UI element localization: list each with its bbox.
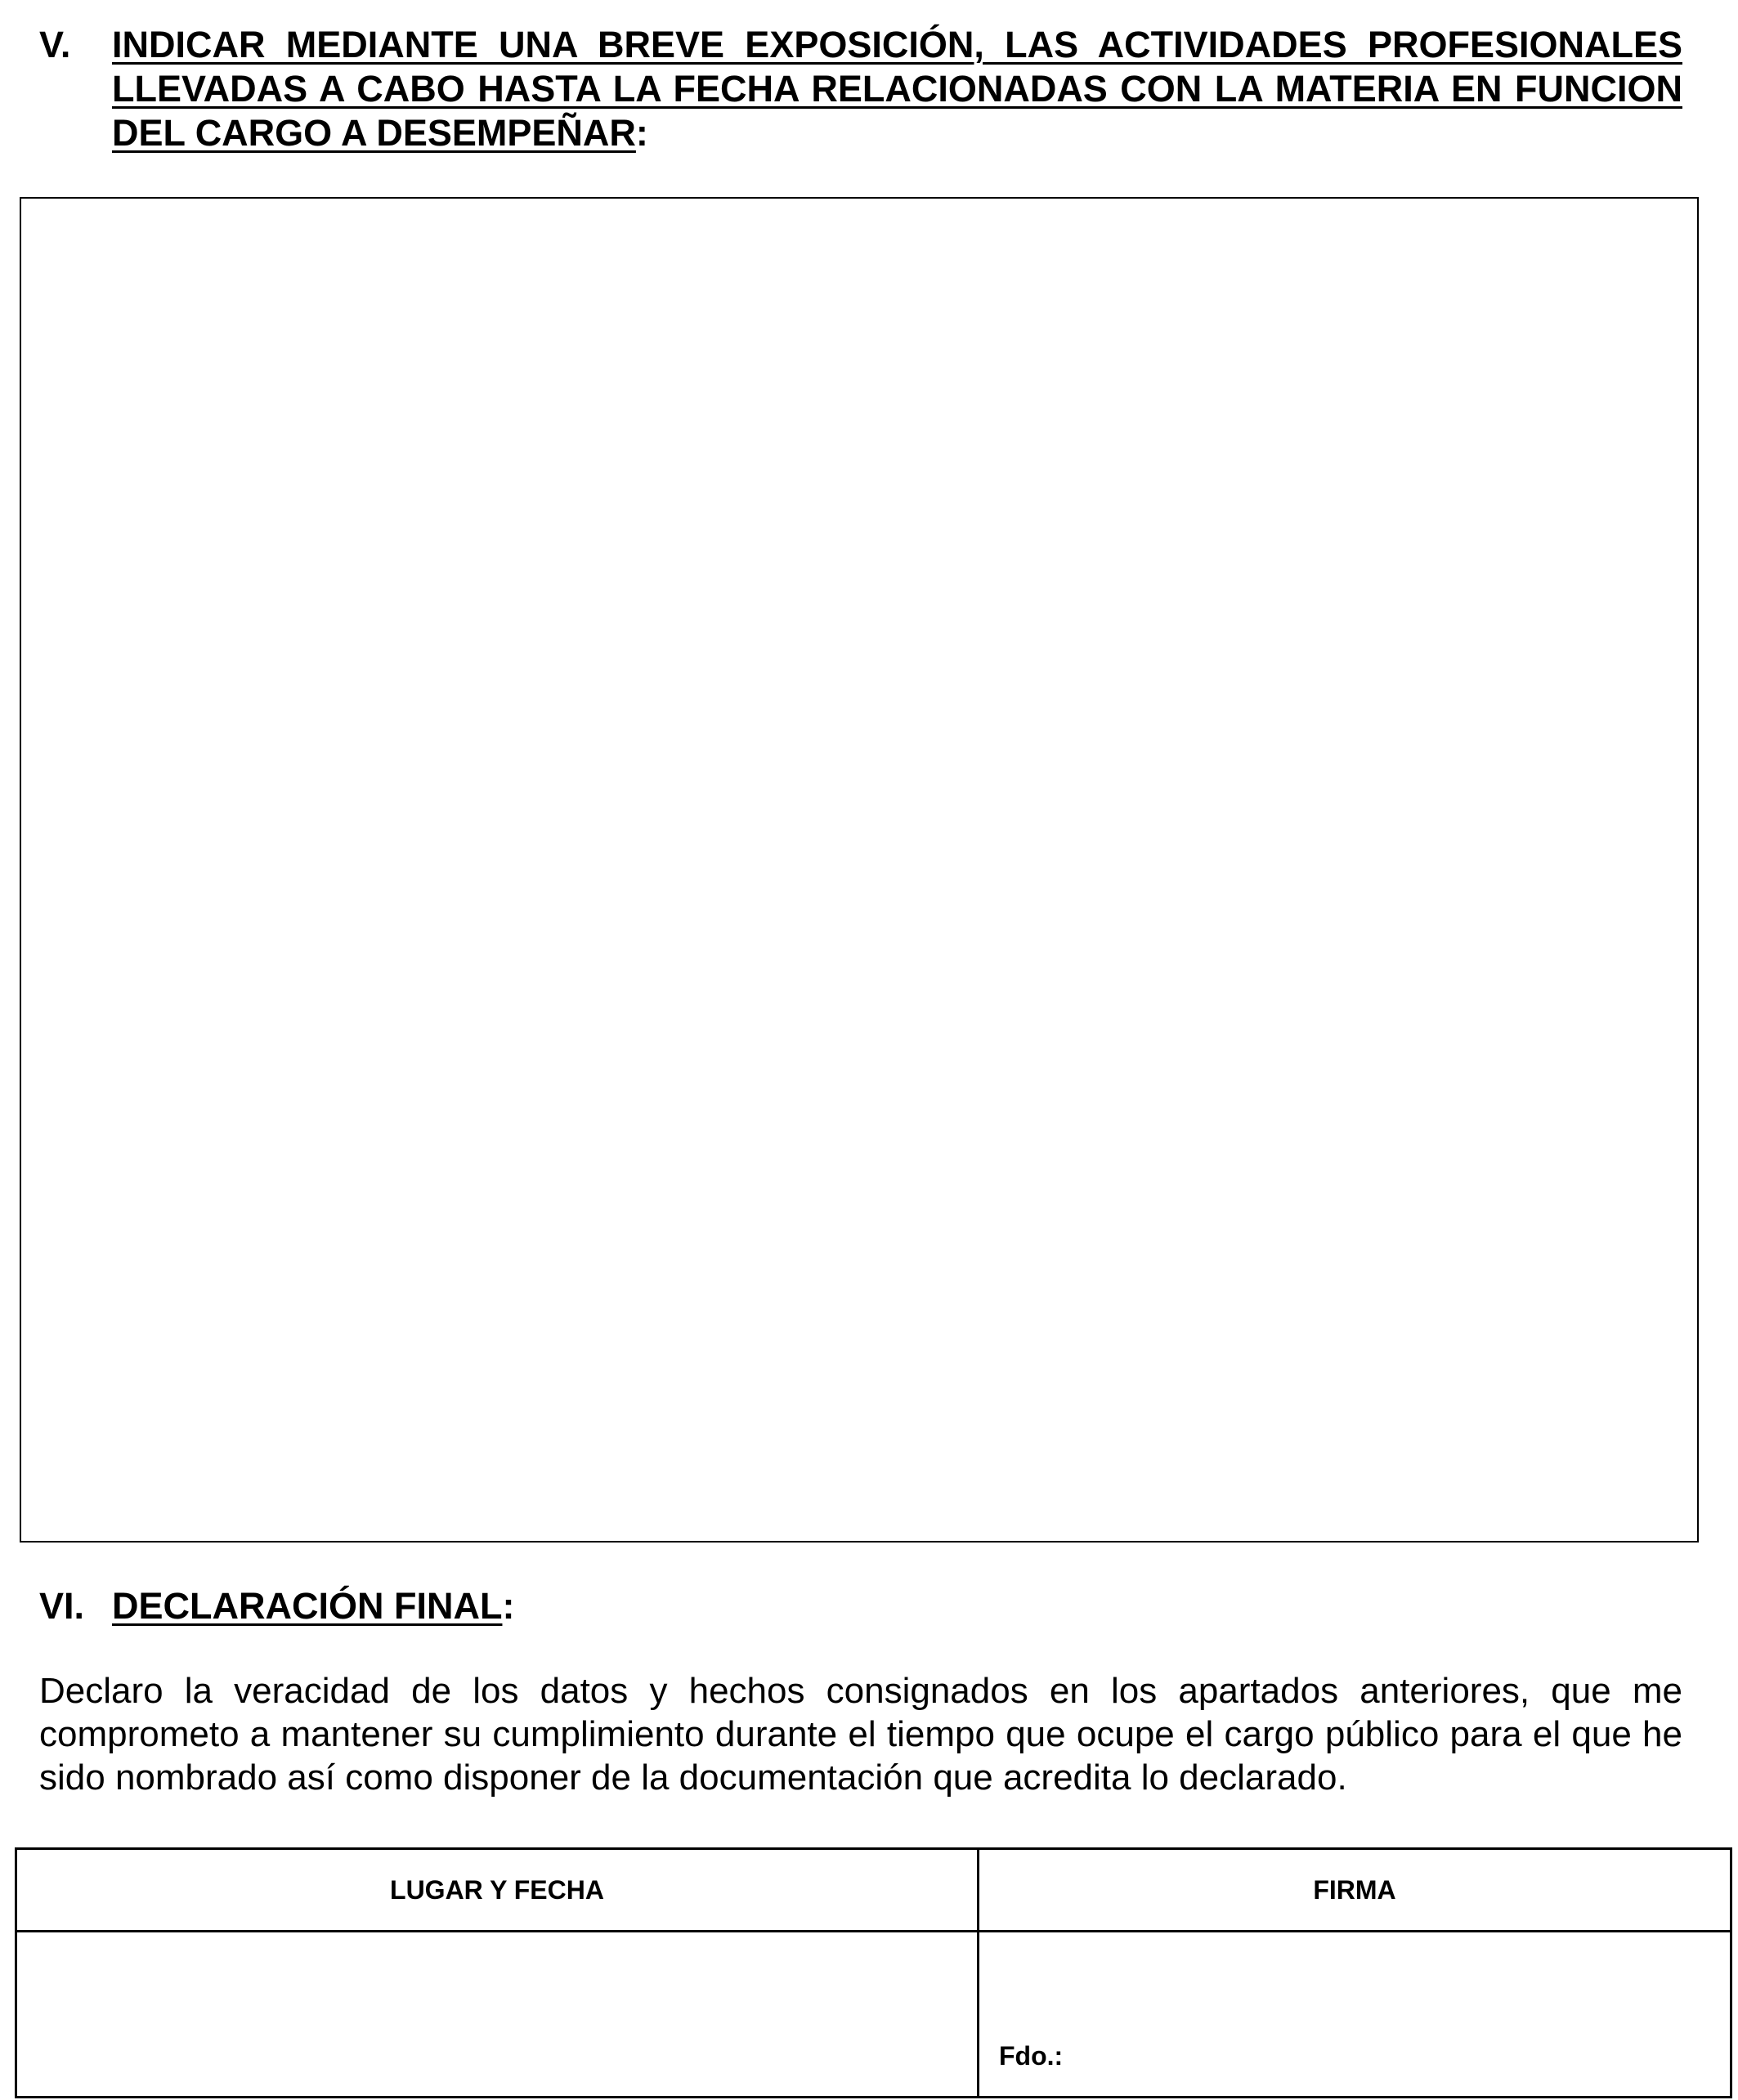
signature-table [15, 1847, 1732, 2098]
section-vi-number: VI. [39, 1585, 85, 1627]
section-vi-title [112, 1584, 1682, 1628]
signature-field[interactable] [979, 1932, 1731, 2098]
signature-header: FIRMA [979, 1849, 1731, 1932]
section-v-title [112, 23, 1682, 155]
section-v-title-text: INDICAR MEDIANTE UNA BREVE EXPOSICIÓN, LAS ACTIVIDADES PROFESIONALES LLEVADAS A CABO HASTA LA FECHA RELACIONADAS CON LA MATERIA EN FUNCION DEL CARGO A DESEMPEÑAR [112, 24, 1682, 154]
section-vi-heading [39, 1584, 1682, 1628]
professional-activities-textbox[interactable] [20, 197, 1699, 1543]
section-vi-title-colon: : [502, 1585, 515, 1627]
final-declaration-text: Declaro la veracidad de los datos y hechos consignados en los apartados anteriores, que me comprometo a mantener su cumplimiento durante el tiempo que ocupe el cargo público para el que he sido nombrado así como disponer de la documentación que acredita lo declarado. [39, 1671, 1682, 1798]
place-date-header: LUGAR Y FECHA [16, 1849, 979, 1932]
section-v-title-colon: : [635, 112, 648, 154]
section-v-number: V. [39, 24, 71, 65]
section-v-heading [39, 23, 1682, 155]
fdo-label: Fdo.: [999, 2041, 1064, 2071]
section-vi-title-text: DECLARACIÓN FINAL [112, 1585, 503, 1627]
place-date-field[interactable] [16, 1932, 979, 2098]
